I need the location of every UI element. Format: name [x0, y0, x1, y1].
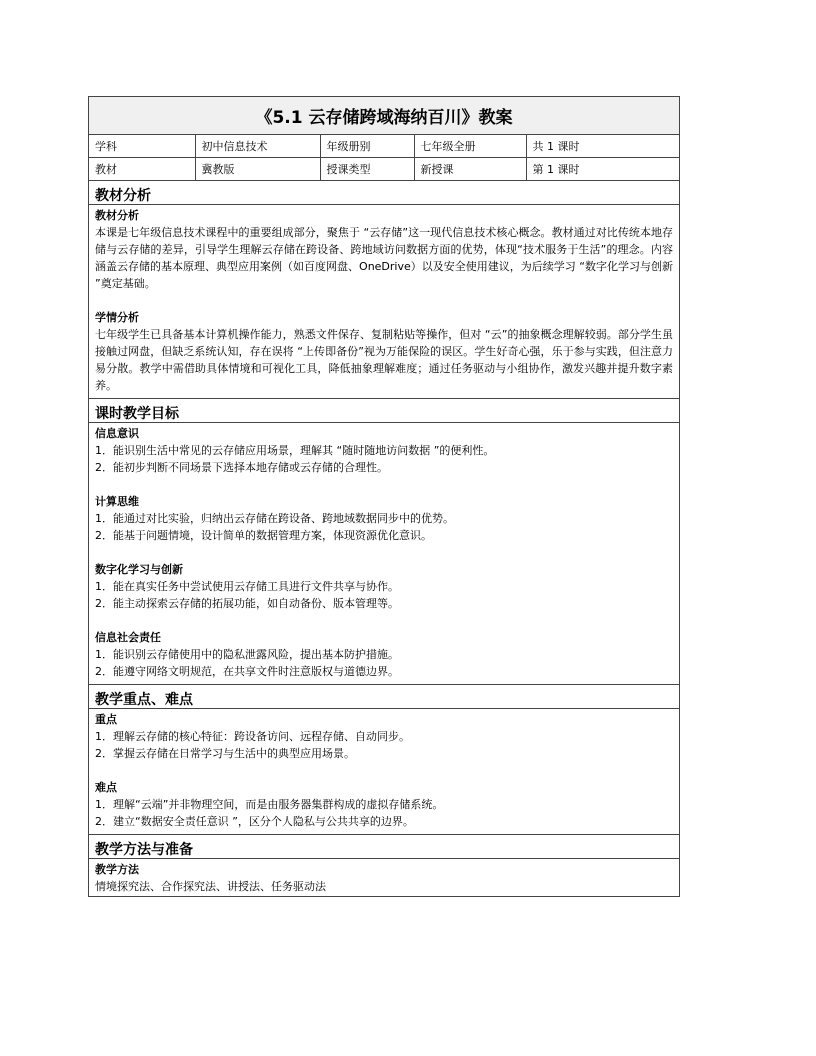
- textbook-value: 冀教版: [195, 158, 320, 181]
- objective-group-title: 数字化学习与创新: [95, 563, 183, 576]
- list-item: 2．能主动探索云存储的拓展功能，如自动备份、版本管理等。: [95, 597, 399, 610]
- lesson-plan-document: [88, 96, 680, 897]
- method-text: 情境探究法、合作探究法、讲授法、任务驱动法: [95, 880, 326, 893]
- keypoint-group-title: 难点: [95, 781, 117, 794]
- objective-group-title: 计算思维: [95, 495, 139, 508]
- section-heading-analysis: 教材分析: [89, 181, 679, 205]
- keypoint-group-title: 重点: [95, 713, 117, 726]
- document-title: 《5.1 云存储跨域海纳百川》教案: [89, 97, 679, 135]
- list-item: 2．能遵守网络文明规范，在共享文件时注意版权与道德边界。: [95, 665, 399, 678]
- course-info-row: [89, 135, 679, 158]
- section-heading-keypoints: 教学重点、难点: [89, 685, 679, 709]
- objective-group-title: 信息社会责任: [95, 631, 161, 644]
- list-item: 1．能在真实任务中尝试使用云存储工具进行文件共享与协作。: [95, 580, 399, 593]
- list-item: 2．掌握云存储在日常学习与生活中的典型应用场景。: [95, 747, 355, 760]
- section-heading-objectives: 课时教学目标: [89, 399, 679, 423]
- method-title: 教学方法: [95, 863, 139, 876]
- section-body-keypoints: [89, 709, 679, 835]
- list-item: 1．能通过对比实验，归纳出云存储在跨设备、跨地域数据同步中的优势。: [95, 512, 454, 525]
- list-item: 1．理解“云端”并非物理空间，而是由服务器集群构成的虚拟存储系统。: [95, 798, 444, 811]
- student-analysis-title: 学情分析: [95, 311, 139, 324]
- lesson-type-value: 新授课: [414, 158, 526, 181]
- subject-value: 初中信息技术: [195, 135, 320, 158]
- list-item: 1．理解云存储的核心特征：跨设备访问、远程存储、自动同步。: [95, 730, 410, 743]
- total-hours: 共 1 课时: [526, 135, 679, 158]
- current-hour: 第 1 课时: [526, 158, 679, 181]
- textbook-label: 教材: [89, 158, 195, 181]
- objective-group-title: 信息意识: [95, 427, 139, 440]
- section-heading-methods: 教学方法与准备: [89, 835, 679, 859]
- course-info-row: [89, 158, 679, 181]
- grade-value: 七年级全册: [414, 135, 526, 158]
- subject-label: 学科: [89, 135, 195, 158]
- list-item: 2．能初步判断不同场景下选择本地存储或云存储的合理性。: [95, 461, 388, 474]
- student-analysis-text: 七年级学生已具备基本计算机操作能力，熟悉文件保存、复制粘贴等操作，但对 “云”的抽象概念理解较弱。部分学生虽接触过网盘，但缺乏系统认知，存在误将 “上传即备份”视为万能保险的误区。学生好奇心强，乐于参与实践，但注意力易分散。教学中需借助具体情境和可视化工具，降低抽象理解难度；通过任务驱动与小组协作，激发兴趣并提升数字素养。: [95, 328, 673, 392]
- list-item: 1．能识别云存储使用中的隐私泄露风险，提出基本防护措施。: [95, 648, 399, 661]
- material-analysis-text: 本课是七年级信息技术课程中的重要组成部分，聚焦于 “云存储”这一现代信息技术核心概念。教材通过对比传统本地存储与云存储的差异，引导学生理解云存储在跨设备、跨地域访问数据方面的优势，体现“技术服务于生活”的理念。内容涵盖云存储的基本原理、典型应用案例（如百度网盘、OneDrive）以及安全使用建议，为后续学习 “数字化学习与创新 ”奠定基础。: [95, 226, 673, 290]
- section-body-analysis: [89, 205, 679, 399]
- material-analysis-title: 教材分析: [95, 209, 139, 222]
- course-info-table: [89, 135, 679, 181]
- list-item: 1．能识别生活中常见的云存储应用场景，理解其 “随时随地访问数据 ”的便利性。: [95, 444, 495, 457]
- list-item: 2．能基于问题情境，设计简单的数据管理方案，体现资源优化意识。: [95, 529, 432, 542]
- lesson-type-label: 授课类型: [320, 158, 414, 181]
- section-body-methods: [89, 859, 679, 896]
- grade-label: 年级册别: [320, 135, 414, 158]
- list-item: 2．建立“数据安全责任意识 ”，区分个人隐私与公共共享的边界。: [95, 815, 414, 828]
- section-body-objectives: [89, 423, 679, 685]
